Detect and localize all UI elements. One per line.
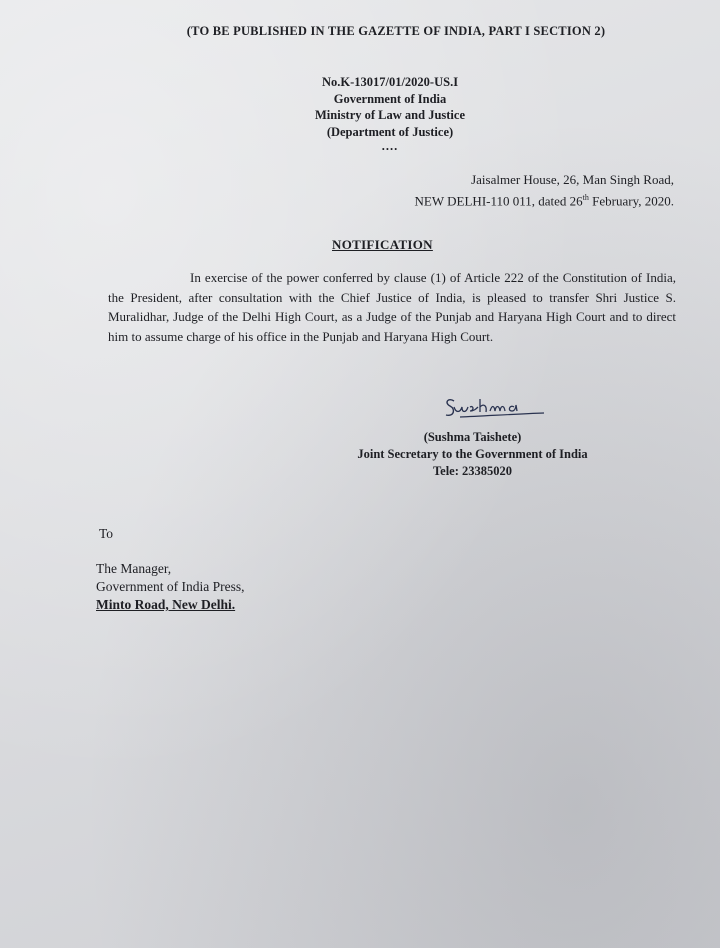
- signatory-name: (Sushma Taishete): [423, 430, 522, 444]
- signatory-designation: Joint Secretary to the Government of India: [357, 447, 588, 461]
- recipient-address: [96, 560, 244, 614]
- address-line-2: [415, 189, 674, 210]
- address-date-prefix: NEW DELHI-110 011, dated 26: [414, 193, 583, 209]
- ministry-name: Ministry of Law and Justice: [315, 108, 465, 122]
- date-ordinal-suffix: th: [582, 193, 589, 202]
- gazette-publication-header: (TO BE PUBLISHED IN THE GAZETTE OF INDIA, PART I SECTION 2): [186, 24, 606, 38]
- notification-body: In exercise of the power conferred by clause (1) of Article 222 of the Constitution of India, the President, after consultation with the Chief Justice of India, is pleased to transfer Shri Justice S. Muralidhar, Judge of the Delhi High Court, as a Judge of the Punjab and Haryana High Court and to direct him to assume charge of his office in the Punjab and Haryana High Court.: [108, 270, 676, 344]
- notification-title: NOTIFICATION: [332, 237, 433, 252]
- letterhead: [250, 74, 530, 152]
- address-line-1: Jaisalmer House, 26, Man Singh Road,: [471, 172, 674, 187]
- signatory-block: [330, 429, 615, 480]
- handwritten-signature: [440, 393, 550, 423]
- recipient-line-2: Government of India Press,: [96, 579, 245, 594]
- signatory-phone: Tele: 23385020: [432, 464, 513, 478]
- to-label: To: [99, 526, 114, 541]
- separator-dots: ....: [381, 139, 399, 153]
- recipient-line-3: Minto Road, New Delhi.: [96, 597, 236, 612]
- sender-address: [415, 171, 674, 210]
- government-name: Government of India: [333, 91, 447, 106]
- department-name: (Department of Justice): [326, 124, 454, 139]
- address-date-suffix: February, 2020.: [588, 193, 674, 209]
- recipient-line-1: The Manager,: [96, 561, 172, 576]
- file-number: No.K-13017/01/2020-US.I: [321, 75, 459, 89]
